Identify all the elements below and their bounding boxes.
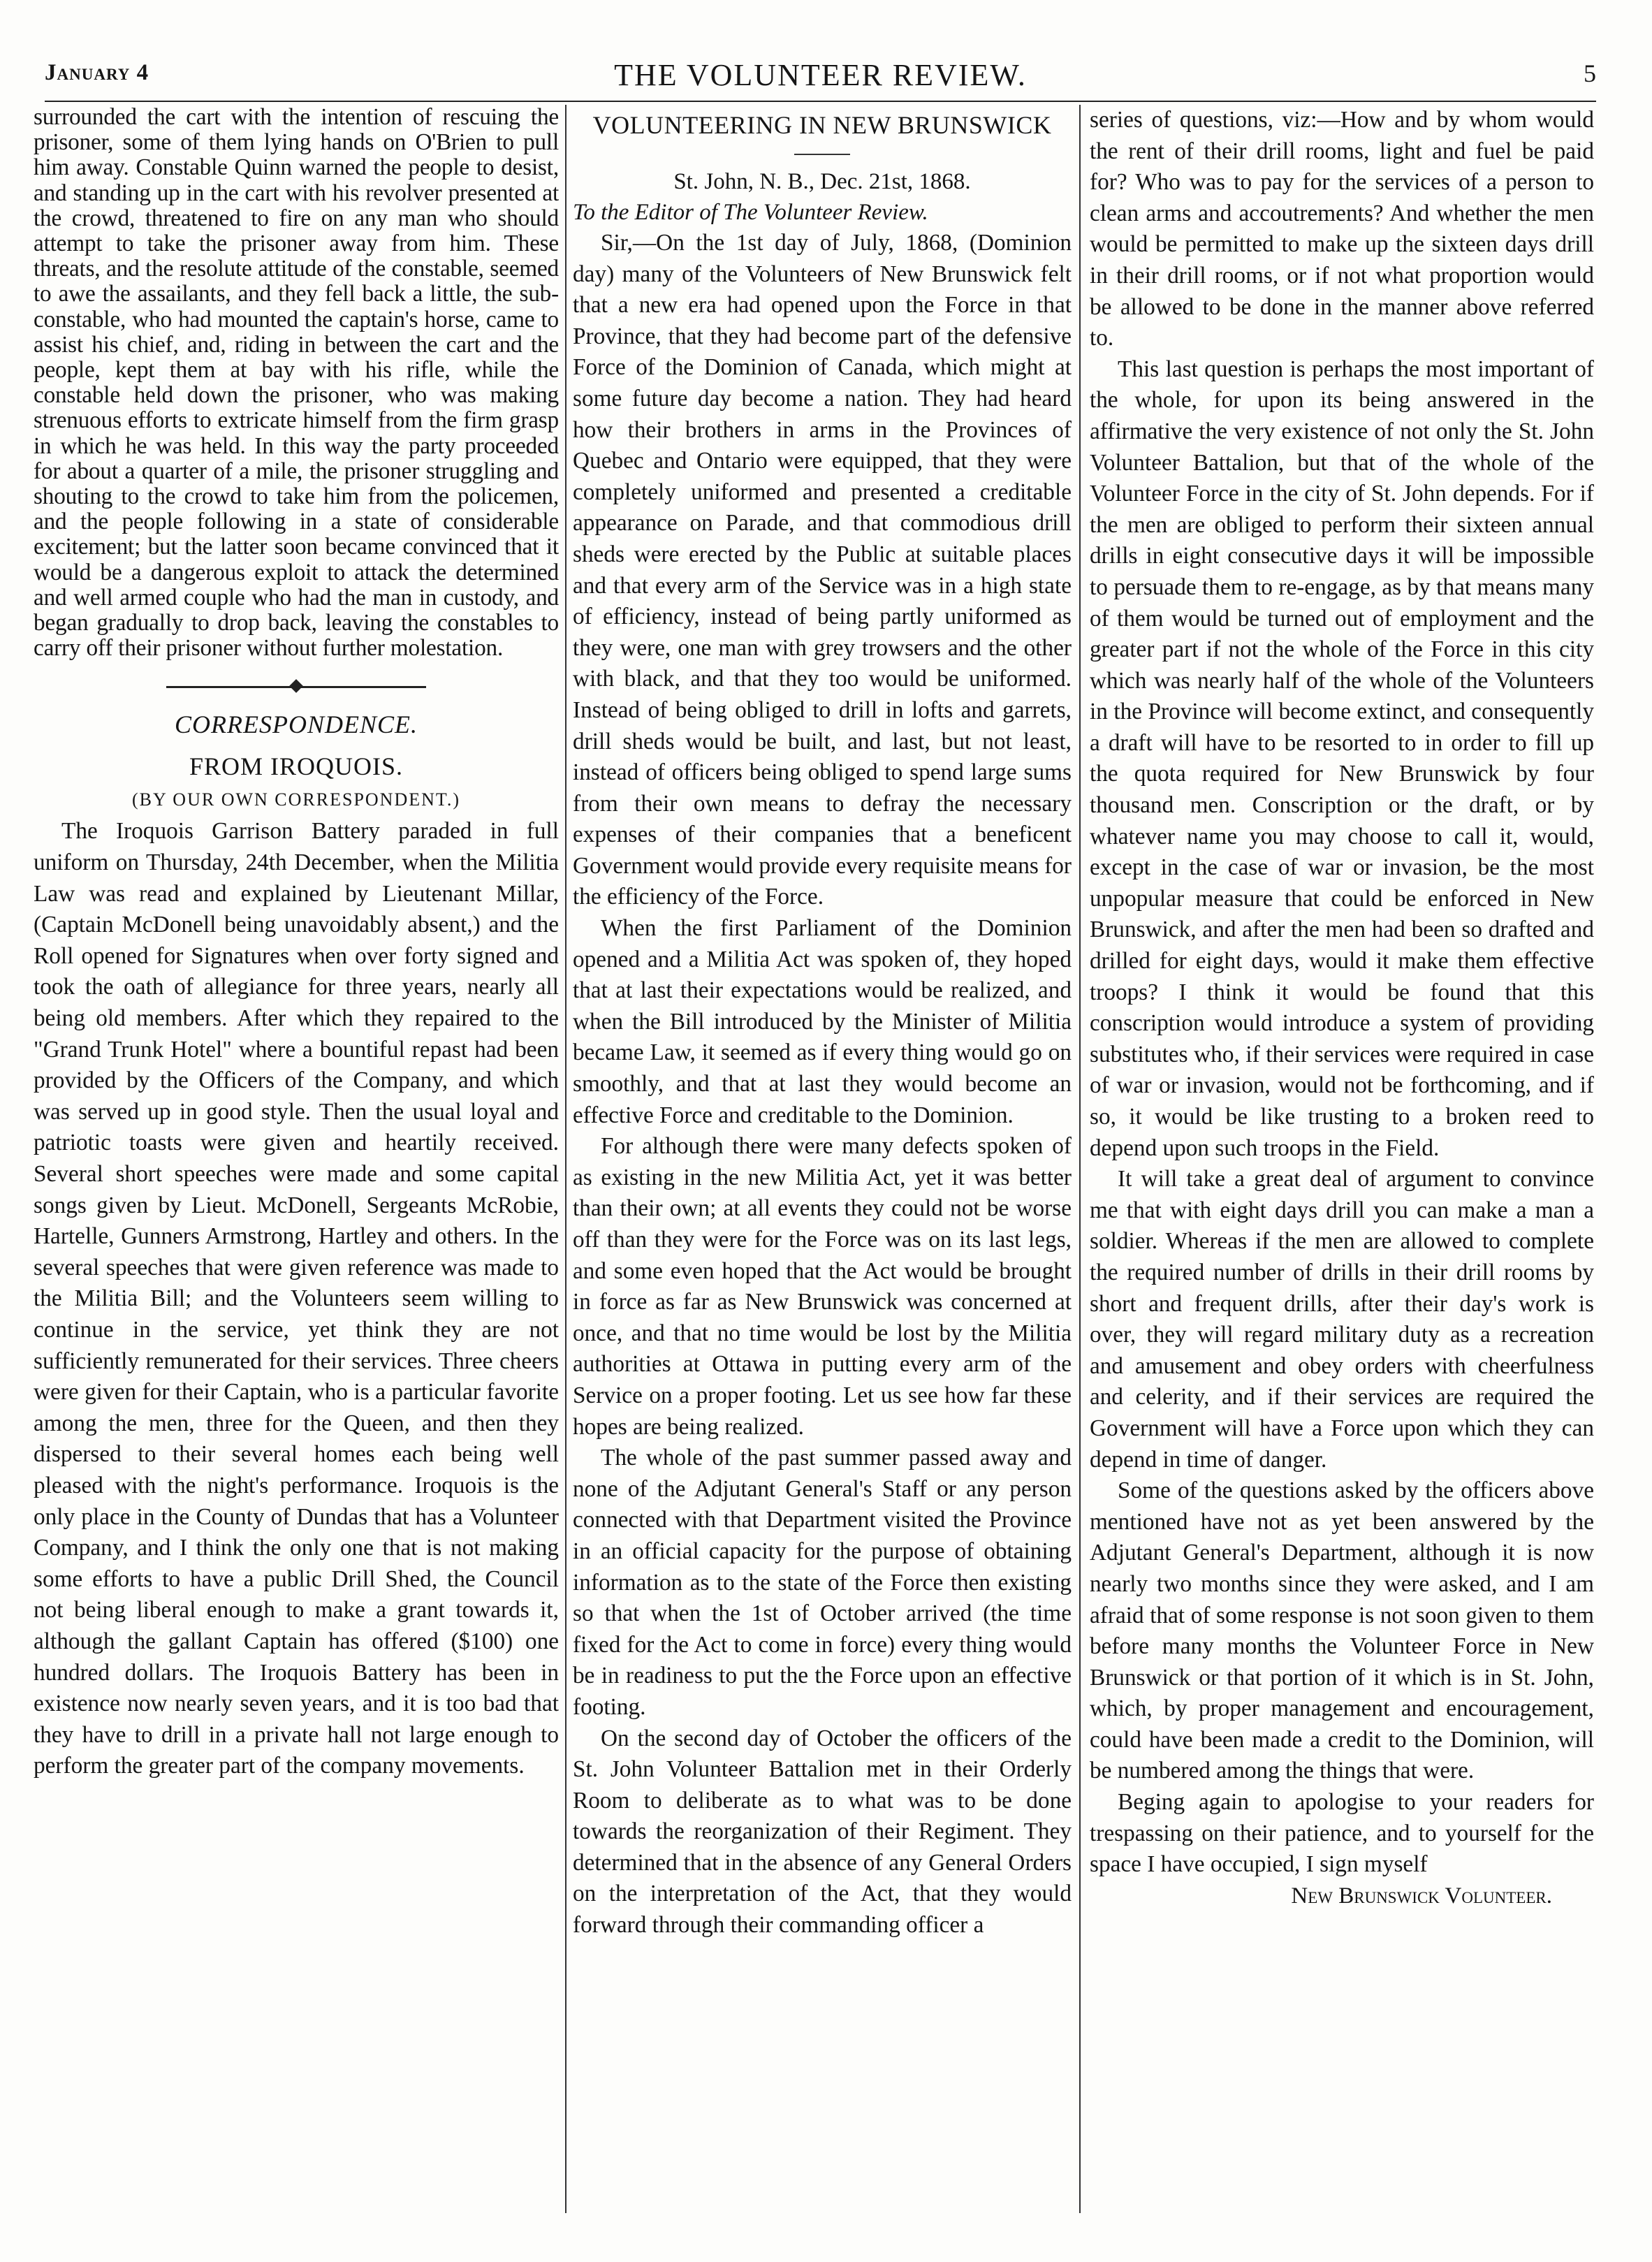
letter-paragraph: For although there were many defects spoken of as existing in the new Militia Act, yet it was better than their own; at all events they could not be worse off than they were for the Force was on its last legs, and some even hoped that the Act would be brought in force as far as New Brunswick was concerned at once, and that no time would be lost by the Militia authorities at Ottawa in putting every arm of the Service on a proper footing. Let us see how far these hopes are being realized. (573, 1133, 1072, 1440)
letter-paragraph: It will take a great deal of argument to convince me that with eight days drill you can make a man a soldier. Whereas if the men are allowed to complete the required number of drills in their drill rooms by short and frequent drills, after their day's work is over, they will regard military duty as a recreation and amusement and obey orders with cheerfulness and celerity, and if their services are required the Government will have a Force upon which they can depend in time of danger. (1090, 1166, 1594, 1473)
column-3 (1090, 105, 1594, 2220)
column-1 (34, 105, 559, 2220)
title-rule (794, 154, 850, 155)
article-title: FROM IROQUOIS. (189, 752, 404, 781)
letter-paragraph: Sir,—On the 1st day of July, 1868, (Dominion day) many of the Volunteers of New Brunswick felt that a new era had opened upon the Force in that Province, that they had become part of the defensive Force of the Dominion of Canada, which might at some future day become a nation. They had heard how their brothers in arms in the Provinces of Quebec and Ontario were equipped, that they were completely uniformed and presented a creditable appearance on Parade, and that commodious drill sheds were erected by the Public at suitable places and that every arm of the Service was in a high state of efficiency, instead of being partly uniformed as they were, one man with grey trowsers and the other with black, and that they too would be uniformed. Instead of being obliged to drill in lofts and garrets, drill sheds would be built, and last, but not least, instead of officers being obliged to spend large sums from their own means to defray the necessary expenses of their companies that a beneficent Government would provide every requisite means for the efficiency of the Force. (573, 230, 1072, 910)
column-2 (573, 105, 1072, 2220)
continued-article-text: surrounded the cart with the intention of rescuing the prisoner, some of them lying hands on O'Brien to pull him away. Constable Quinn warned the people to desist, and standing up in the cart with his revolver presented at the crowd, threatened to fire on any man who should attempt to take the prisoner away from him. These threats, and the resolute attitude of the constable, seemed to awe the assailants, and they fell back a little, the sub-constable, who had mounted the captain's horse, came to assist his chief, and, riding in between the cart and the people, kept them at bay with his rifle, while the constable held down the prisoner, who was making strenuous efforts to extricate himself from the firm grasp in which he was held. In this way the party proceeded for about a quarter of a mile, the prisoner struggling and shouting to the crowd to take him from the policemen, and the people following in a state of considerable excitement; but the latter soon became convinced that it would be a dangerous exploit to attack the determined and well armed couple who had the man in custody, and began gradually to drop back, leaving the constables to carry off their prisoner without further molestation. (34, 104, 559, 662)
masthead-title: THE VOLUNTEER REVIEW. (614, 58, 1027, 92)
letter-paragraph: When the first Parliament of the Dominion opened and a Militia Act was spoken of, they hoped that at last their expectations would be realized, and when the Bill introduced by the Minister of Militia became Law, it seemed as if every thing would go on smoothly, and that at last they would become an effective Force and creditable to the Dominion. (573, 915, 1072, 1128)
article-byline: (BY OUR OWN CORRESPONDENT.) (132, 789, 460, 810)
letter-salutation: To the Editor of The Volunteer Review. (573, 200, 928, 225)
page-header (45, 57, 1596, 96)
letter-paragraph: Some of the questions asked by the officers above mentioned have not as yet been answered by the Adjutant General's Department, although it is now nearly two months since they were asked, and I am afraid that of some response is not soon given to them before many months the Volunteer Force in New Brunswick or that portion of it which is in St. John, which, by proper management and encouragement, could have been made a credit to the Dominion, will be numbered among the things that were. (1090, 1477, 1594, 1784)
section-divider-ornament (34, 676, 559, 697)
issue-date: January 4 (45, 60, 149, 85)
column-divider (565, 105, 566, 2213)
page-number: 5 (1584, 59, 1596, 87)
letter-signature: New Brunswick Volunteer. (1291, 1883, 1552, 1909)
letter-paragraph: The whole of the past summer passed away and none of the Adjutant General's Staff or any person connected with that Department visited the Province in an official capacity for the purpose of obtaining information as to the state of the Force then existing so that when the 1st of October arrived (the time fixed for the Act to come in force) every thing would be in readiness to put the the Force upon an effective footing. (573, 1445, 1072, 1720)
letter-paragraph: This last question is perhaps the most important of the whole, for upon its being answered in the affirmative the very existence of not only the St. John Volunteer Battalion, but that of the whole of the Volunteer Force in the city of St. John depends. For if the men are obliged to perform their sixteen annual drills in eight consecutive days it will be impossible to persuade them to re-engage, as by that means many of them would be turned out of employment and the greater part if not the whole of the Force in this city which was nearly half of the whole of the Volunteers in the Province will become extinct, and consequently a draft will have to be resorted to in order to fill up the quota required for New Brunswick by four thousand men. Conscription or the draft, or by whatever name you may choose to call it, would, except in the case of war or invasion, be the most unpopular measure that could be enforced in New Brunswick, and after the men had been so drafted and drilled for eight days, would it make them effective troops? I think it would be found that this conscription would introduce a system of providing substitutes who, if their services were required in case of war or invasion, would not be forthcoming, and if so, it would be like trusting to a broken reed to depend upon such troops in the Field. (1090, 356, 1594, 1161)
letter-paragraph: Beging again to apologise to your readers for trespassing on their patience, and to yourself for the space I have occupied, I sign myself (1090, 1789, 1594, 1878)
letter-paragraph: On the second day of October the officers of the St. John Volunteer Battalion met in their Orderly Room to deliberate as to what was to be done towards the reorganization of their Regiment. They determined that in the absence of any General Orders on the interpretation of the Act, that they would forward through their commanding officer a (573, 1725, 1072, 1939)
letter-dateline: St. John, N. B., Dec. 21st, 1868. (673, 169, 971, 194)
section-heading: CORRESPONDENCE. (175, 710, 418, 739)
column-divider (1079, 105, 1081, 2213)
article-title: VOLUNTEERING IN NEW BRUNSWICK (592, 111, 1052, 139)
article-body: The Iroquois Garrison Battery paraded in full uniform on Thursday, 24th December, when the Militia Law was read and explained by Lieutenant Millar, (Captain McDonell being unavoidably absent,) and the Roll opened for Signatures when over forty signed and took the oath of allegiance for three years, nearly all being old members. After which they repaired to the "Grand Trunk Hotel" where a bountiful repast had been provided by the Officers of the Company, and which was served up in good style. Then the usual loyal and patriotic toasts were given and heartily received. Several short speeches were made and some capital songs given by Lieut. McDonell, Sergeants McRobie, Hartelle, Gunners Armstrong, Hartley and others. In the several speeches that were given reference was made to the Militia Bill; and the Volunteers seem willing to continue in the service, yet think they are not sufficiently remunerated for their services. Three cheers were given for their Captain, who is a particular favorite among the men, three for the Queen, and then they dispersed to their several homes each being well pleased with the night's performance. Iroquois is the only place in the County of Dundas that has a Volunteer Company, and I think the only one that is not making some efforts to have a public Drill Shed, the Council not being liberal enough to make a grant towards it, although the gallant Captain has offered ($100) one hundred dollars. The Iroquois Battery has been in existence now nearly seven years, and it is too bad that they have to drill in a private hall not large enough to perform the greater part of the company movements. (34, 818, 559, 1779)
letter-paragraph: series of questions, viz:—How and by whom would the rent of their drill rooms, light and fuel be paid for? Who was to pay for the services of a person to clean arms and accoutrements? And whether the men would be permitted to make up the sixteen days drill in their drill rooms, or if not what proportion would be allowed to be done in the manner above referred to. (1090, 107, 1594, 351)
header-rule (45, 101, 1596, 102)
